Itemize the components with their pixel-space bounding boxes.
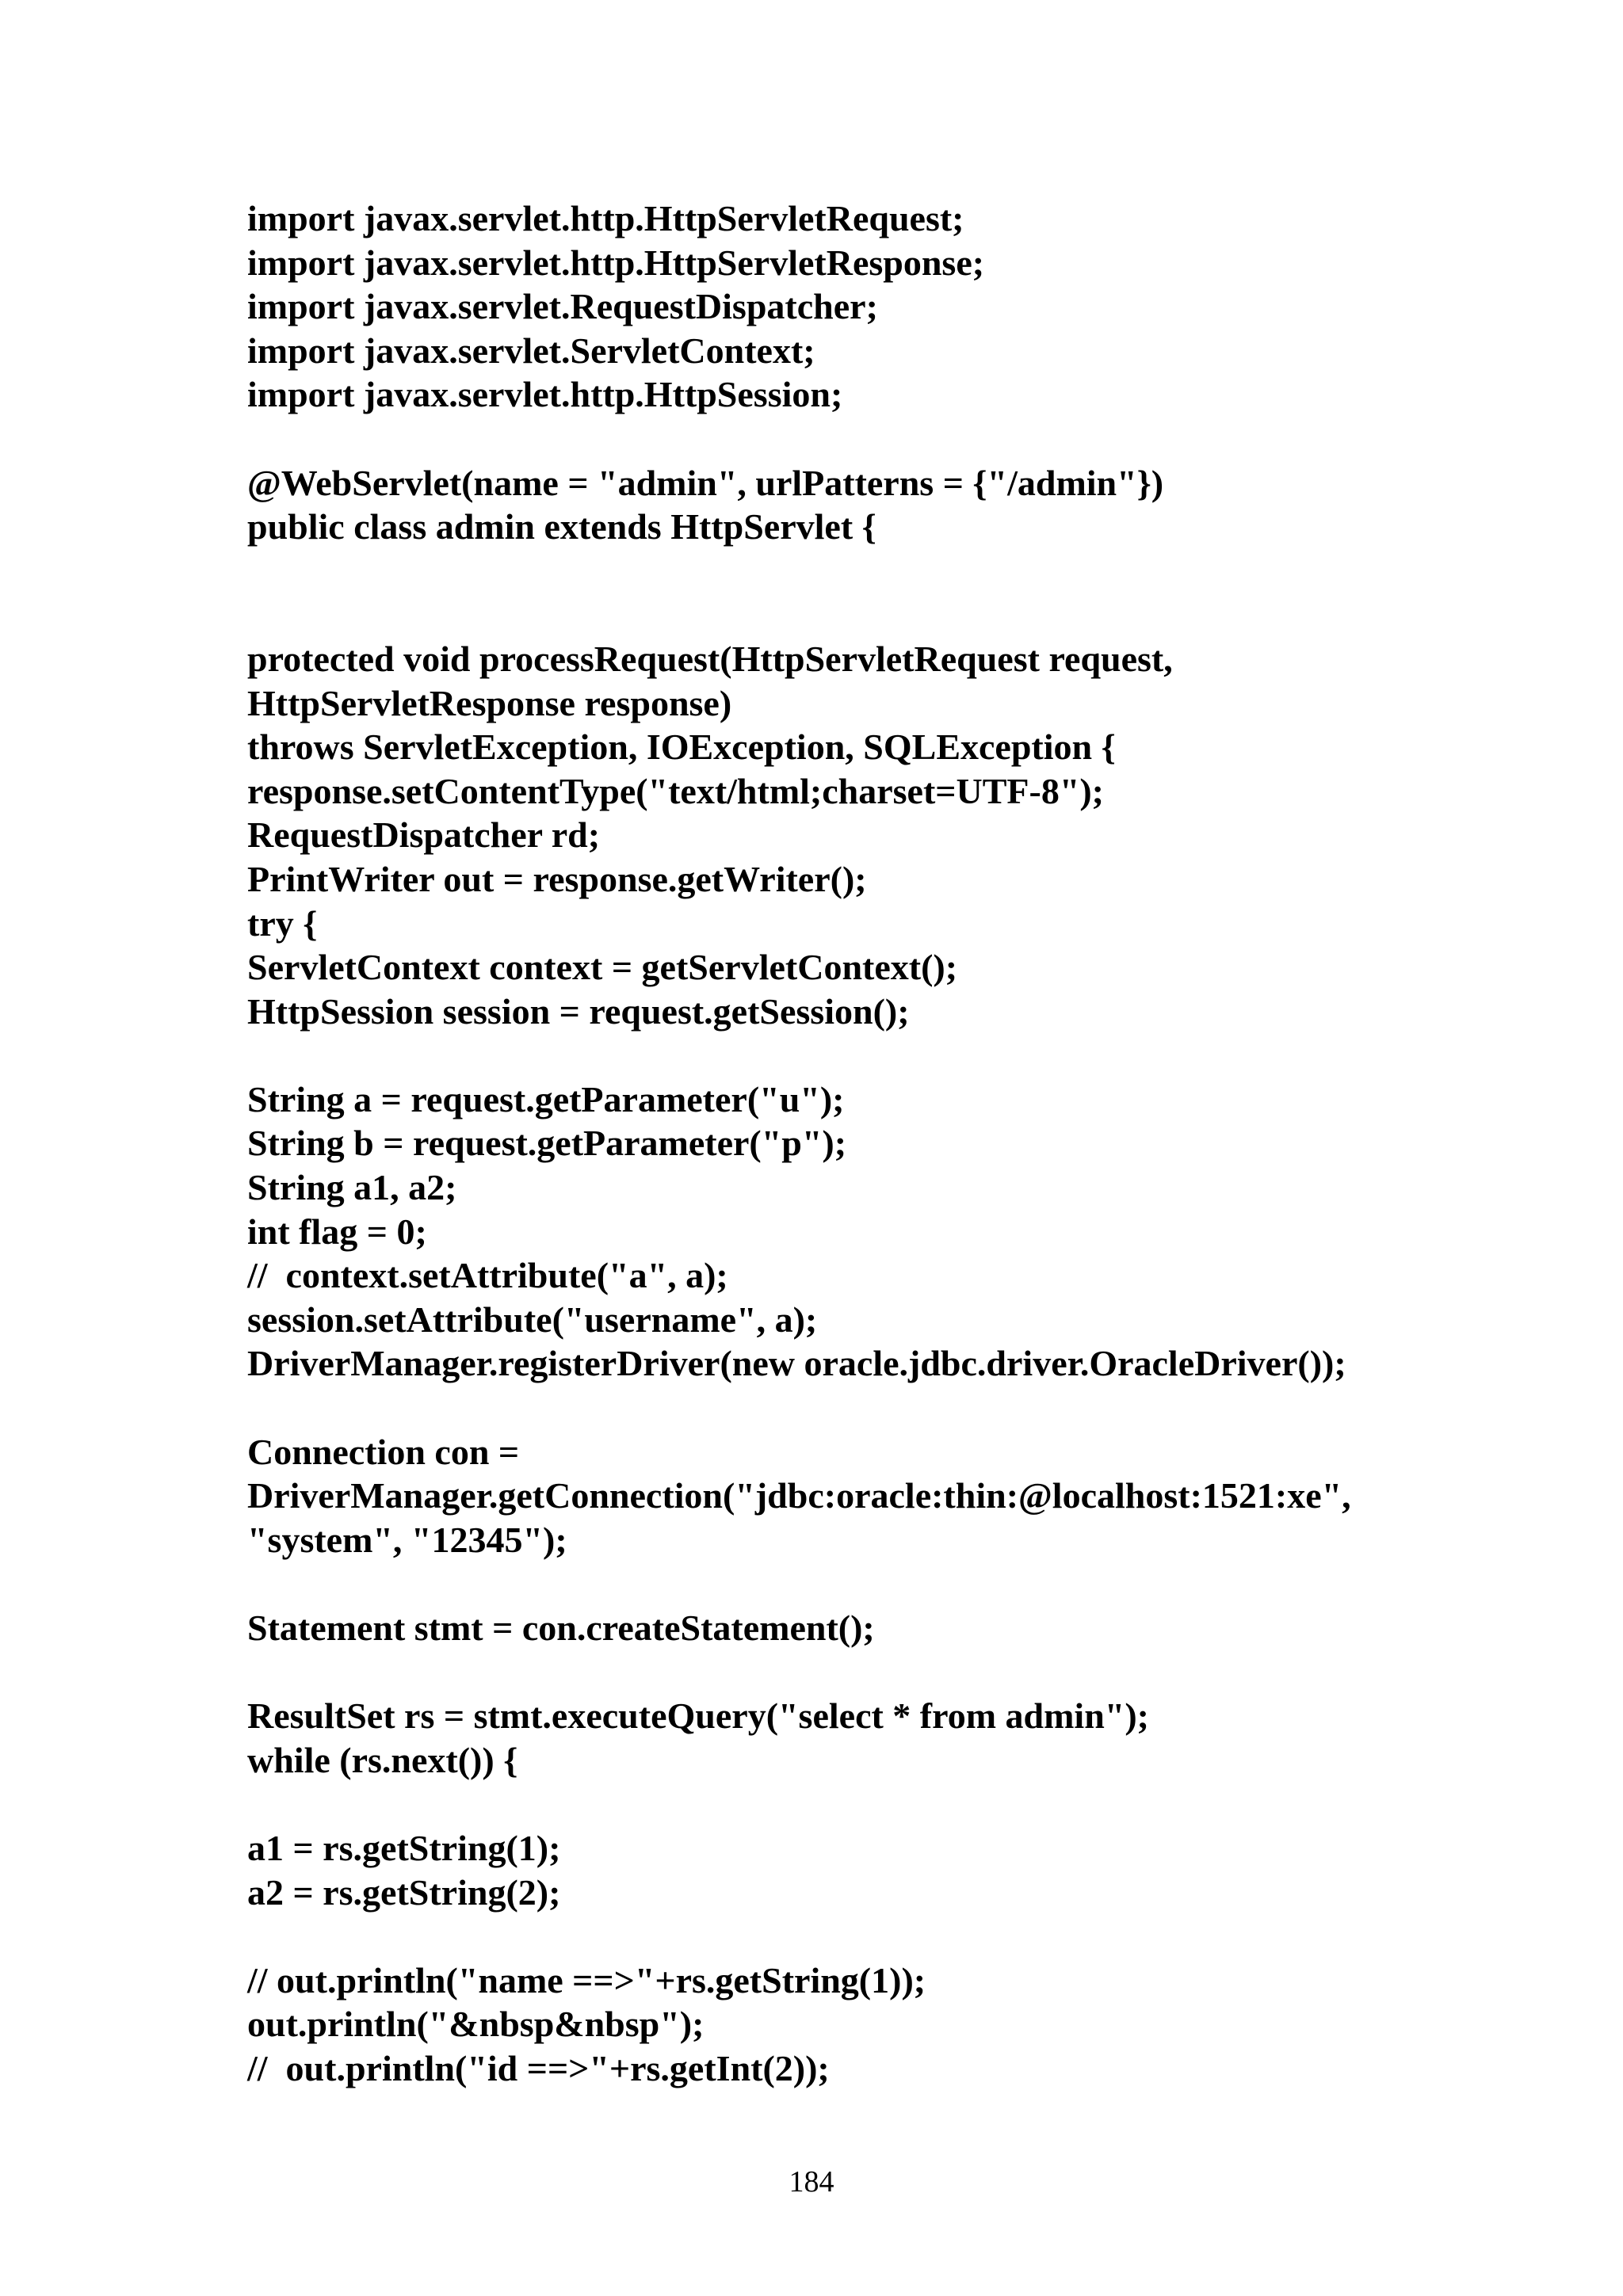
code-line: ResultSet rs = stmt.executeQuery("select * from admin");	[247, 1695, 1149, 1737]
code-line: out.println("&nbsp&nbsp");	[247, 2004, 705, 2045]
code-line: HttpServletResponse response)	[247, 682, 732, 723]
code-line: // out.println("name ==>"+rs.getString(1));	[247, 1959, 926, 2000]
code-line: RequestDispatcher rd;	[247, 814, 601, 856]
code-line: a1 = rs.getString(1);	[247, 1827, 561, 1868]
code-line: response.setContentType("text/html;charset=UTF-8");	[247, 770, 1104, 811]
code-line: HttpSession session = request.getSession();	[247, 990, 910, 1032]
code-line: DriverManager.getConnection("jdbc:oracle:thin:@localhost:1521:xe",	[247, 1475, 1351, 1516]
page-number: 184	[789, 2165, 834, 2199]
code-line	[247, 1650, 1594, 1695]
code-line: protected void processRequest(HttpServletRequest request,	[247, 638, 1173, 679]
code-line: try {	[247, 902, 318, 944]
code-line	[247, 1782, 1594, 1826]
code-line: String a = request.getParameter("u");	[247, 1078, 845, 1119]
code-line	[247, 1386, 1594, 1430]
code-line: int flag = 0;	[247, 1211, 427, 1252]
code-line: while (rs.next()) {	[247, 1739, 518, 1780]
code-line: import javax.servlet.http.HttpSession;	[247, 374, 843, 415]
code-line: "system", "12345");	[247, 1519, 567, 1560]
code-line: throws ServletException, IOException, SQLException {	[247, 727, 1116, 768]
code-line: a2 = rs.getString(2);	[247, 1871, 561, 1913]
code-line: // context.setAttribute("a", a);	[247, 1255, 728, 1296]
code-line	[247, 1033, 1594, 1077]
code-line: import javax.servlet.ServletContext;	[247, 330, 815, 371]
code-line: String b = request.getParameter("p");	[247, 1123, 847, 1164]
code-line: ServletContext context = getServletContext();	[247, 947, 958, 988]
code-line: DriverManager.registerDriver(new oracle.jdbc.driver.OracleDriver());	[247, 1343, 1346, 1384]
code-line	[247, 417, 1594, 461]
code-line	[247, 1562, 1594, 1606]
code-line: session.setAttribute("username", a);	[247, 1299, 818, 1340]
code-line: public class admin extends HttpServlet {	[247, 506, 876, 547]
code-line: PrintWriter out = response.getWriter();	[247, 858, 867, 899]
code-line	[247, 593, 1594, 637]
code-line: import javax.servlet.RequestDispatcher;	[247, 286, 878, 327]
code-line: @WebServlet(name = "admin", urlPatterns = {"/admin"})	[247, 462, 1164, 503]
code-line: import javax.servlet.http.HttpServletRequest;	[247, 198, 964, 238]
code-line: String a1, a2;	[247, 1167, 457, 1208]
code-listing	[247, 196, 1594, 2091]
code-line: Connection con =	[247, 1431, 520, 1472]
code-line: // out.println("id ==>"+rs.getInt(2));	[247, 2047, 830, 2088]
code-line	[247, 1914, 1594, 1958]
code-line	[247, 549, 1594, 593]
code-line: Statement stmt = con.createStatement();	[247, 1608, 875, 1648]
code-line: import javax.servlet.http.HttpServletResponse;	[247, 242, 985, 283]
